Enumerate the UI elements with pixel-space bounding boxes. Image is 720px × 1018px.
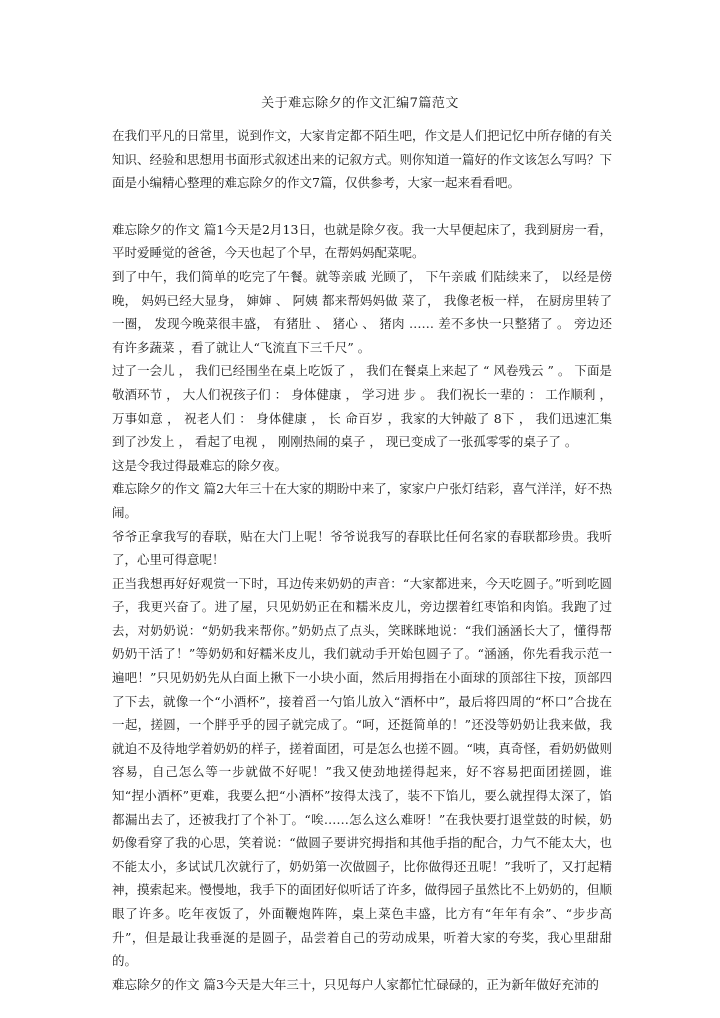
document-title: 关于难忘除夕的作文汇编7篇范文: [261, 96, 459, 111]
paragraph: 正当我想再好好观赏一下时，耳边传来奶奶的声音：“大家都进来，今天吃圆子。”听到吃圆子，我更兴奋了。进了屋，只见奶奶正在和糯米皮儿，旁边摆着红枣馅和肉馅。我跑了过去，对奶奶说：“奶奶我来帮你。”奶奶点了点头，笑眯眯地说：“我们涵涵长大了，懂得帮奶奶干活了！”等奶奶和好糯米皮儿，我们就动手开始包圆子了。“涵涵，你先看我示范一遍吧！”只见奶奶先从白面上揪下一小块小面，然后用拇指在小面球的顶部往下按，顶部四了下去，就像一个“小酒杯”，接着舀一勺馅儿放入“酒杯中”，最后将四周的“杯口”合拢在一起，搓圆，一个胖乎乎的园子就完成了。“呵，还挺简单的！”还没等奶奶让我来做，我就迫不及待地学着奶奶的样子，搓着面团，可是怎么也搓不圆。“咦，真奇怪，看奶奶做则容易，自己怎么等一步就做不好呢！”我又使劲地搓得起来，好不容易把面团搓圆，谁知“捏小酒杯”更难，我要么把“小酒杯”按得太浅了，装不下馅儿，要么就捏得太深了，馅都漏出去了，还被我打了个补丁。“唉……怎么这么难呀！”在我快要打退堂鼓的时候，奶奶像看穿了我的心思，笑着说：“做圆子要讲究拇指和其他手指的配合，力气不能太大，也不能太小，多试试几次就行了，奶奶第一次做圆子，比你做得还丑呢！”我听了，又打起精神，摸索起来。慢慢地，我手下的面团好似听话了许多，做得园子虽然比不上奶奶的，但顺眼了许多。吃年夜饭了，外面鞭炮阵阵，桌上菜色丰盛，比方有“年年有余”、“步步高升”，但是最让我垂涎的是圆子，品尝着自己的劳动成果，听着大家的夸奖，我心里甜甜的。: [112, 575, 613, 969]
paragraph: 难忘除夕的作文 篇3今天是大年三十，只见每户人家都忙忙碌碌的，正为新年做好充沛的: [112, 976, 599, 992]
paragraph-gap: [112, 195, 612, 218]
paragraph: 难忘除夕的作文 篇1今天是2月13日，也就是除夕夜。我一大早便起床了，我到厨房一看，平时爱睡觉的爸爸，今天也起了个早，在帮妈妈配菜呢。: [112, 221, 612, 261]
paragraph: 过了一会儿 ， 我们已经围坐在桌上吃饭了 ， 我们在餐桌上来起了 “ 风卷残云 ” 。 下面是敬酒环节 ， 大人们祝孩子们 ： 身体健康 ， 学习进 步 。 我们祝长一辈的 ： 工作顺利 ， 万事如意 ， 祝老人们 ： 身体健康 ， 长 命百岁 ，我家的大钟敲了 8下 ， 我们迅速汇集到了沙发上 ， 看起了电视 ， 刚刚热闹的桌子 ， 现已变成了一张孤零零的桌子了 。: [112, 363, 612, 450]
intro-paragraph: 在我们平凡的日常里，说到作文，大家肯定都不陌生吧，作文是人们把记忆中所存储的有关知识、经验和思想用书面形式叙述出来的记叙方式。则你知道一篇好的作文该怎么写吗？下面是小编精心整理的难忘除夕的作文7篇，仅供参考，大家一起来看看吧。: [112, 128, 613, 191]
document-body: [112, 124, 612, 996]
paragraph: 爷爷正拿我写的春联，贴在大门上呢！爷爷说我写的春联比任何名家的春联都珍贵。我听了，心里可得意呢！: [112, 528, 612, 568]
paragraph: 难忘除夕的作文 篇2大年三十在大家的期盼中来了，家家户户张灯结彩，喜气洋洋，好不热闹。: [112, 481, 612, 520]
paragraph: 这是令我过得最难忘的除夕夜。: [112, 457, 288, 473]
paragraph: 到了中午，我们简单的吃完了午餐。就等亲戚 光顾了， 下午亲戚 们陆续来了， 以经是傍晚， 妈妈已经大显身， 婶婶 、 阿姨 都来帮妈妈做 菜了， 我像老板一样， 在厨房里转了一圈， 发现今晚菜很丰盛， 有猪肚 、 猪心 、 猪肉 …… 差不多快一只整猪了 。 旁边还有许多蔬菜 ，看了就让人“飞流直下三千尺” 。: [112, 268, 612, 355]
